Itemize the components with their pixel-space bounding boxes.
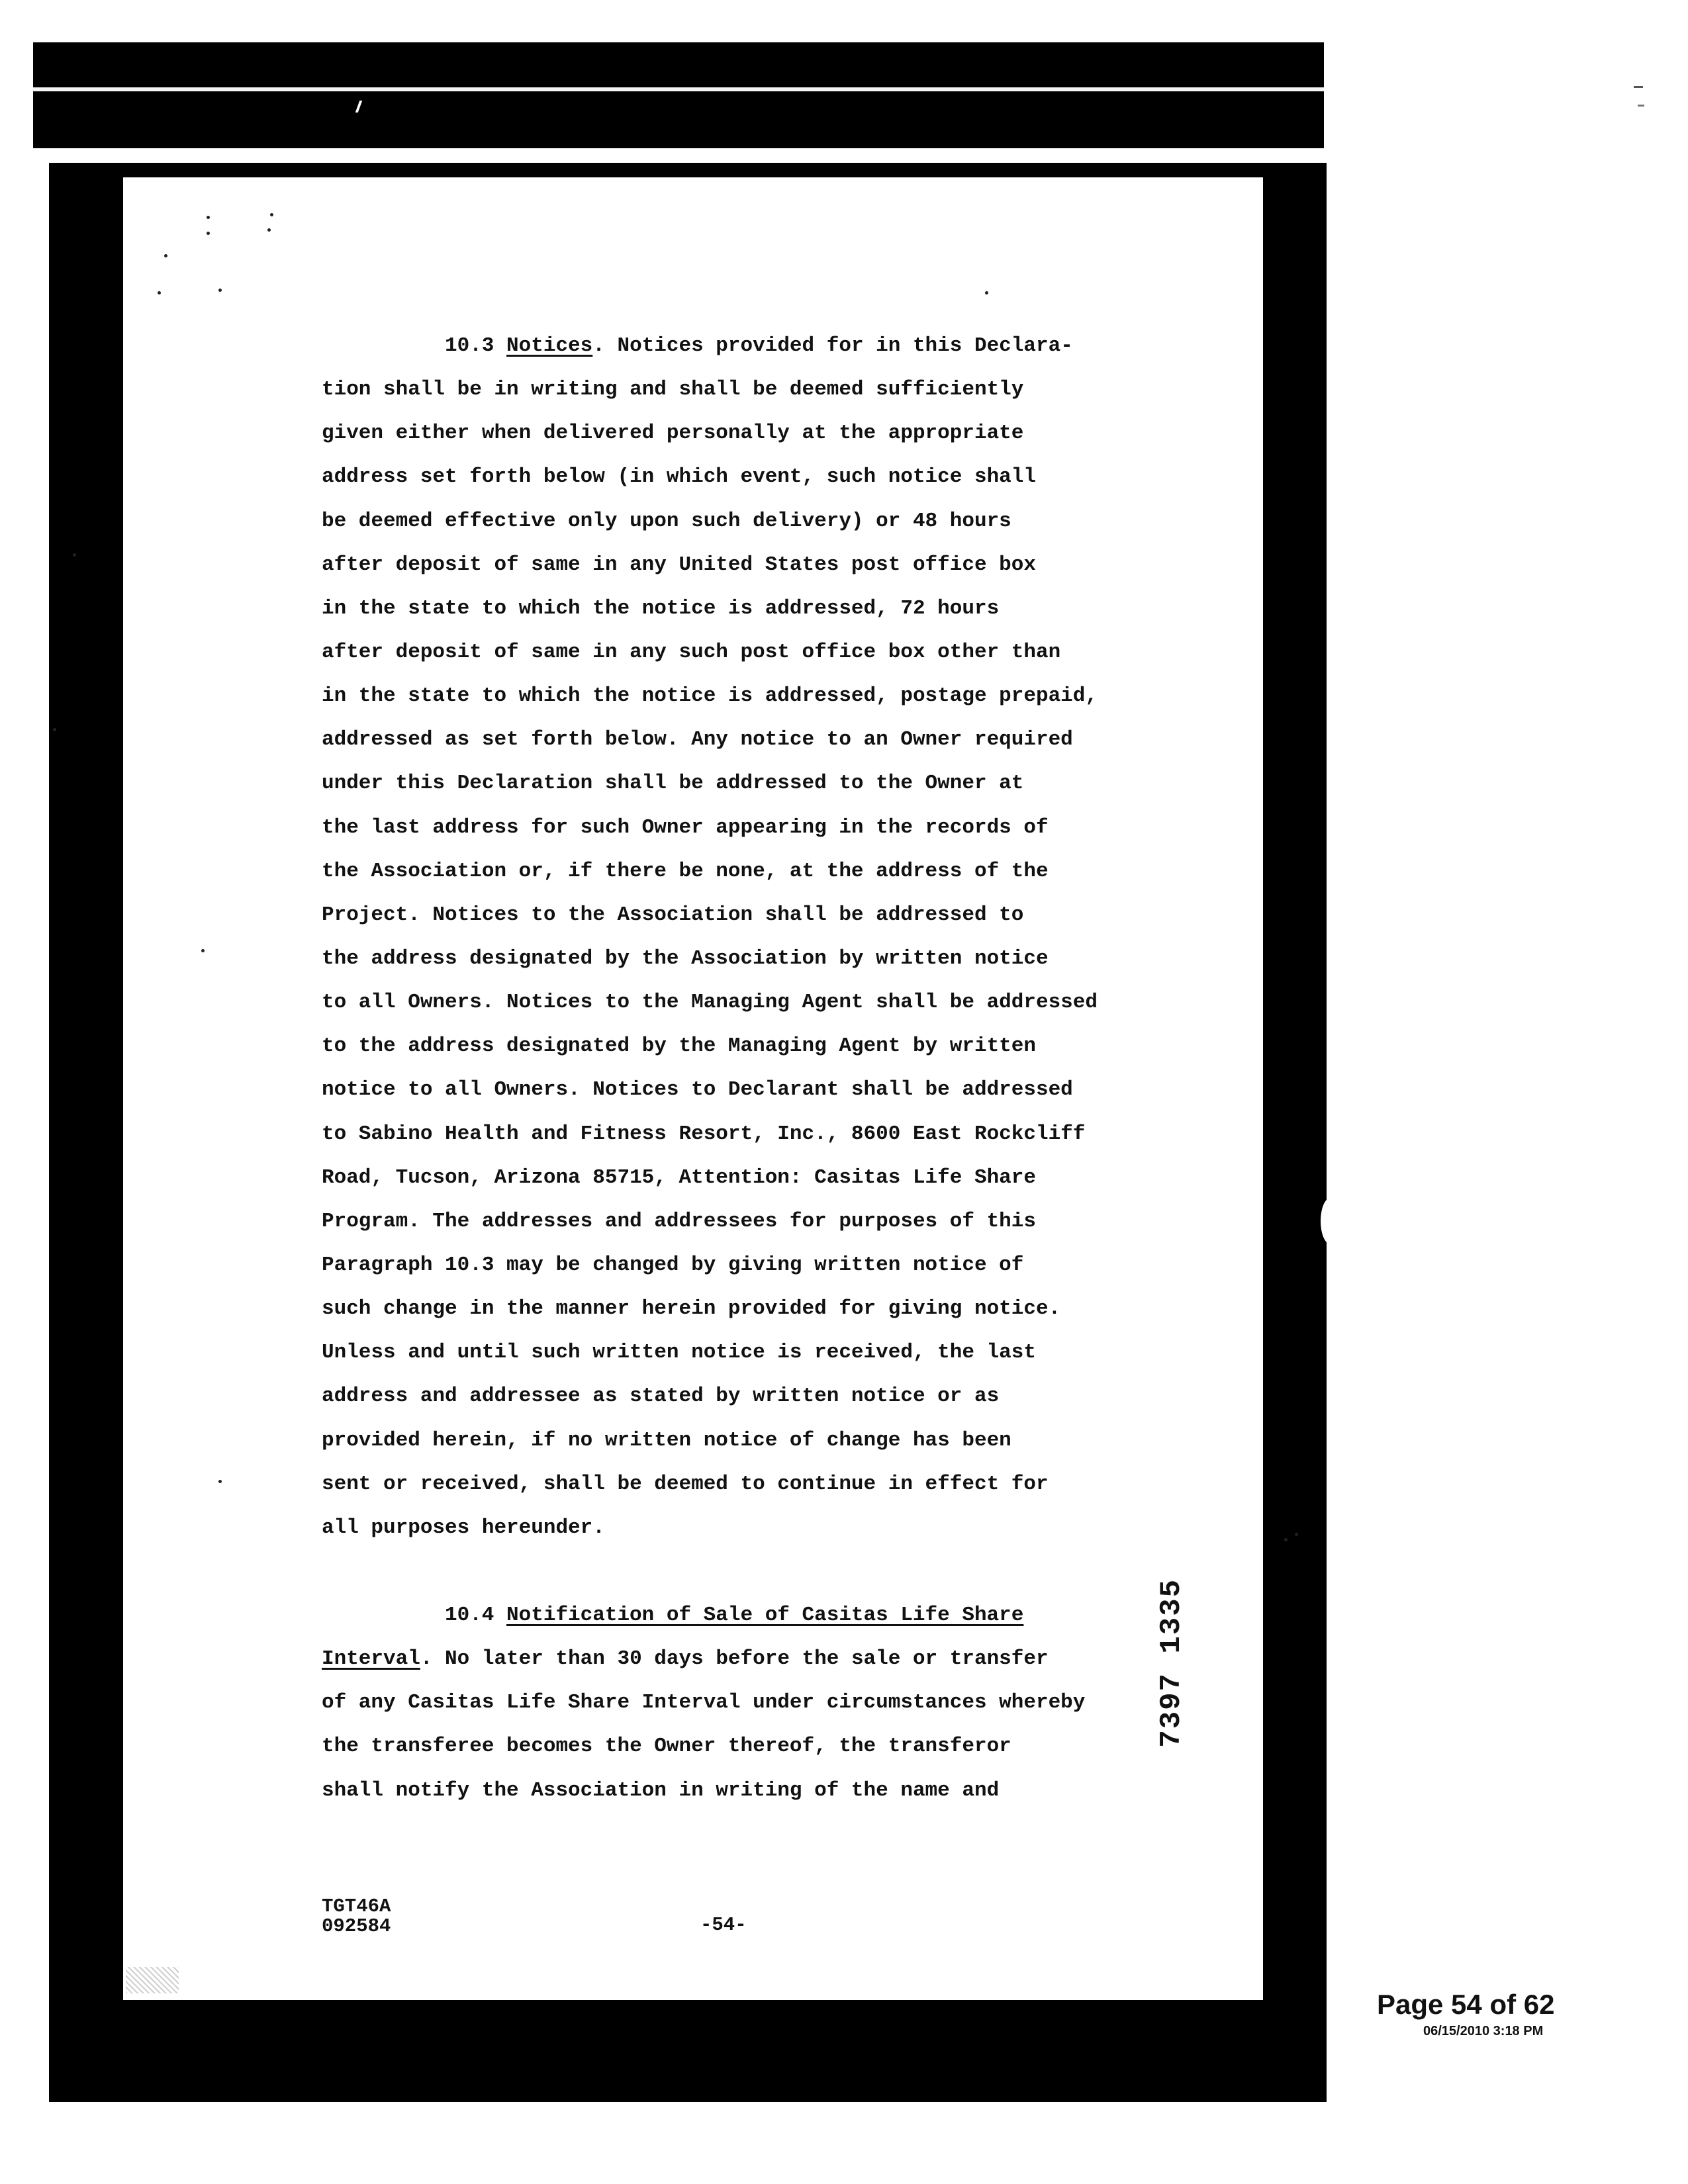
section-heading-continued: Interval bbox=[322, 1647, 420, 1671]
document-body bbox=[322, 324, 1229, 1813]
text-line: after deposit of same in any United States post office box bbox=[322, 553, 1036, 576]
text-line: to all Owners. Notices to the Managing Agent shall be addressed bbox=[322, 991, 1098, 1015]
text-line: under this Declaration shall be addressed to the Owner at bbox=[322, 772, 1024, 796]
scan-noise bbox=[126, 1967, 179, 1993]
text-line: to Sabino Health and Fitness Resort, Inc., 8600 East Rockcliff bbox=[322, 1122, 1086, 1146]
viewer-timestamp: 06/15/2010 3:18 PM bbox=[1423, 2024, 1544, 2038]
section-heading: Notification of Sale of Casitas Life Share bbox=[506, 1603, 1024, 1627]
text-line: given either when delivered personally at the appropriate bbox=[322, 422, 1024, 445]
text-line: Road, Tucson, Arizona 85715, Attention: Casitas Life Share bbox=[322, 1165, 1036, 1189]
text-line: notice to all Owners. Notices to Declarant shall be addressed bbox=[322, 1078, 1073, 1102]
text-line: Paragraph 10.3 may be changed by giving written notice of bbox=[322, 1253, 1024, 1277]
text-line: the address designated by the Association by written notice bbox=[322, 946, 1049, 970]
text-line: No later than 30 days before the sale or transfer bbox=[445, 1647, 1049, 1671]
text-line: the last address for such Owner appearing in the records of bbox=[322, 815, 1049, 839]
scan-edge-artifact bbox=[1321, 1198, 1340, 1244]
paragraph-10-3-first-line: 10.3 Notices. Notices provided for in this Declara- bbox=[445, 334, 1073, 357]
footer-code-line: TGT46A bbox=[322, 1895, 391, 1917]
text-line: be deemed effective only upon such delivery) or 48 hours bbox=[322, 509, 1011, 533]
section-number: 10.3 bbox=[445, 334, 494, 357]
text-line: to the address designated by the Managing Agent by written bbox=[322, 1034, 1036, 1058]
text-line: of any Casitas Life Share Interval under circumstances whereby bbox=[322, 1691, 1086, 1715]
section-number: 10.4 bbox=[445, 1603, 494, 1627]
paragraph-gap bbox=[322, 1550, 1229, 1594]
text-line: Project. Notices to the Association shall be addressed to bbox=[322, 903, 1024, 927]
text-line: sent or received, shall be deemed to continue in effect for bbox=[322, 1472, 1049, 1496]
text-line: addressed as set forth below. Any notice to an Owner required bbox=[322, 728, 1073, 752]
paragraph-10-4-second-line: Interval. No later than 30 days before the sale or transfer bbox=[322, 1647, 1049, 1671]
text-line: tion shall be in writing and shall be deemed sufficiently bbox=[322, 378, 1024, 402]
viewer-page-label: Page 54 of 62 bbox=[1377, 1989, 1555, 2020]
margin-recording-number: 7397 1335 bbox=[1155, 1578, 1188, 1748]
text-line: address and addressee as stated by written notice or as bbox=[322, 1385, 1000, 1408]
text-line: Unless and until such written notice is received, the last bbox=[322, 1341, 1036, 1365]
scan-top-border bbox=[33, 42, 1324, 148]
text-line: provided herein, if no written notice of change has been bbox=[322, 1428, 1011, 1452]
document-page-number: -54- bbox=[700, 1914, 747, 1936]
text-line: such change in the manner herein provided for giving notice. bbox=[322, 1297, 1061, 1321]
text-line: shall notify the Association in writing of the name and bbox=[322, 1778, 1000, 1802]
section-heading: Notices bbox=[506, 334, 593, 357]
text-line: in the state to which the notice is addressed, 72 hours bbox=[322, 596, 1000, 620]
text-line: Program. The addresses and addressees for purposes of this bbox=[322, 1209, 1036, 1233]
paragraph-10-4-first-line bbox=[322, 1594, 1229, 1637]
footer-code-line: 092584 bbox=[322, 1915, 391, 1937]
text-line: the Association or, if there be none, at the address of the bbox=[322, 859, 1049, 883]
scan-artifact-dash bbox=[1634, 86, 1643, 88]
text-line: the transferee becomes the Owner thereof, the transferor bbox=[322, 1735, 1011, 1758]
scan-top-border-line bbox=[33, 87, 1324, 91]
text-line: in the state to which the notice is addressed, postage prepaid, bbox=[322, 684, 1098, 708]
text-line: all purposes hereunder. bbox=[322, 1516, 605, 1539]
text-line: Notices provided for in this Declara- bbox=[617, 334, 1073, 357]
text-line: after deposit of same in any such post office box other than bbox=[322, 640, 1061, 664]
text-line: address set forth below (in which event, such notice shall bbox=[322, 465, 1036, 489]
footer-document-code bbox=[322, 1897, 391, 1936]
scan-artifact-dash bbox=[1638, 105, 1644, 107]
